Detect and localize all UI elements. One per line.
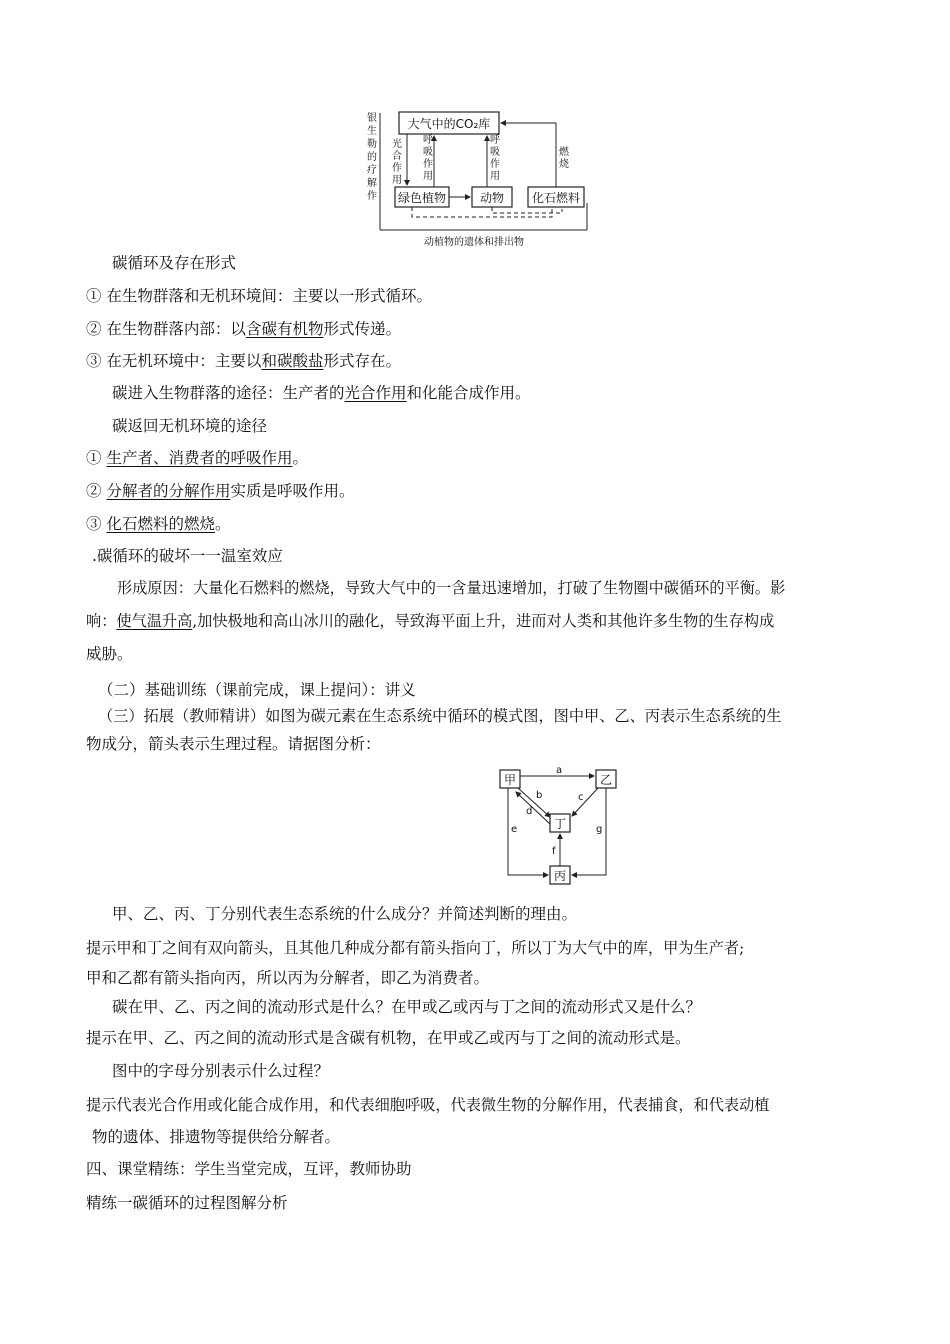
answer-2: 提示在甲、乙、丙之间的流动形式是含碳有机物，在甲或乙或丙与丁之间的流动形式是。 xyxy=(86,1029,691,1047)
label-d: d xyxy=(526,806,533,817)
plant-respiration-label: 呼吸作用 xyxy=(423,135,433,182)
question-2: 碳在甲、乙、丙之间的流动形式是什么？在甲或乙或丙与丁之间的流动形式又是什么？ xyxy=(112,998,702,1016)
photosynthesis-label: 光合作用 xyxy=(392,139,402,186)
carbon-cycle-diagram xyxy=(362,105,602,250)
fossil-label: 化石燃料 xyxy=(531,191,581,205)
answer-1a: 提示甲和丁之间有双向箭头，且其他几种成分都有箭头指向丁，所以丁为大气中的库，甲为生产者; xyxy=(86,939,745,957)
section-basic-training: （二）基础训练（课前完成，课上提问）：讲义 xyxy=(98,681,416,699)
remains-caption: 动植物的遗体和排出物 xyxy=(424,237,524,248)
co2-pool-label: 大气中的CO₂库 xyxy=(407,117,491,131)
question-1: 甲、乙、丙、丁分别代表生态系统的什么成分？并简述判断的理由。 xyxy=(112,905,578,923)
label-yi: 乙 xyxy=(599,773,613,787)
heading-greenhouse: .碳循环的破坏一一温室效应 xyxy=(92,547,283,565)
animal-label: 动物 xyxy=(479,191,505,205)
heading-return-path: 碳返回无机环境的途径 xyxy=(112,417,268,435)
form-1: ① 在生物群落和无机环境间：主要以一形式循环。 xyxy=(86,287,432,305)
return-3: ③ 化石燃料的燃烧。 xyxy=(86,515,231,533)
plant-label: 绿色植物 xyxy=(397,191,447,205)
label-c: c xyxy=(578,792,584,803)
greenhouse-effect: 响：使气温升高,加快极地和高山冰川的融化，导致海平面上升，进而对人类和其他许多生物的生存构成 xyxy=(86,612,775,630)
label-b: b xyxy=(536,790,543,801)
label-bing: 丙 xyxy=(553,869,567,883)
label-jia: 甲 xyxy=(503,773,517,787)
answer-1b: 甲和乙都有箭头指向丙，所以丙为分解者，即乙为消费者。 xyxy=(86,969,490,987)
carbon-flow-model-diagram xyxy=(490,762,630,892)
label-f: f xyxy=(552,846,556,857)
burning-label: 燃烧 xyxy=(559,147,569,170)
left-vertical-label: 银生勒的疗解作 xyxy=(367,113,377,202)
form-2: ② 在生物群落内部：以含碳有机物形式传递。 xyxy=(86,320,401,338)
form-3: ③ 在无机环境中：主要以和碳酸盐形式存在。 xyxy=(86,352,401,370)
label-g: g xyxy=(596,824,603,835)
section-extension: （三）拓展（教师精讲）如图为碳元素在生态系统中循环的模式图，图中甲、乙、丙表示生态系统的生 xyxy=(98,707,782,725)
label-ding: 丁 xyxy=(553,817,567,831)
greenhouse-threat: 威胁。 xyxy=(86,645,133,663)
return-2: ② 分解者的分解作用实质是呼吸作用。 xyxy=(86,482,355,500)
section-practice: 四、课堂精练：学生当堂完成，互评，教师协助 xyxy=(86,1160,412,1178)
label-e: e xyxy=(511,824,518,835)
entry-path: 碳进入生物群落的途径：生产者的光合作用和化能合成作用。 xyxy=(112,384,531,402)
animal-respiration-label: 呼吸作用 xyxy=(490,135,500,182)
answer-3a: 提示代表光合作用或化能合成作用，和代表细胞呼吸，代表微生物的分解作用，代表捕食，和代表动植 xyxy=(86,1096,770,1114)
practice-1-title: 精练一碳循环的过程图解分析 xyxy=(86,1194,288,1212)
answer-3b: 物的遗体、排遗物等提供给分解者。 xyxy=(92,1128,341,1146)
question-3: 图中的字母分别表示什么过程？ xyxy=(112,1062,330,1080)
greenhouse-cause: 形成原因：大量化石燃料的燃烧，导致大气中的一含量迅速增加，打破了生物圈中碳循环的平衡。影 xyxy=(117,579,786,597)
return-1: ① 生产者、消费者的呼吸作用。 xyxy=(86,449,308,467)
heading-carbon-forms: 碳循环及存在形式 xyxy=(112,254,237,272)
section-extension-cont: 物成分，箭头表示生理过程。请据图分析： xyxy=(86,735,381,753)
label-a: a xyxy=(556,765,563,776)
